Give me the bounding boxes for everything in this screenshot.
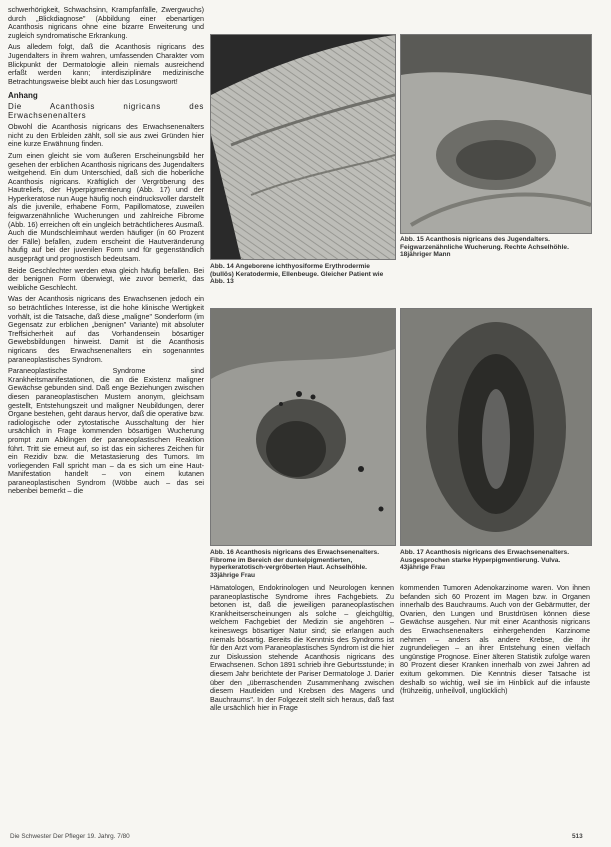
figure-17-caption: Abb. 17 Acanthosis nigricans des Erwachsenenalters. Ausgesprochen starke Hyperpigmentierung. Vulva. 43jährige Frau [400, 549, 570, 572]
paragraph: schwerhörigkeit, Schwachsinn, Krampfanfälle, Zwergwuchs) durch „Blickdiagnose" (Abbildung einer ebenartigen Acanthosis nigricans ohne eine bizarre Erweiterung und zugleich syndromatische Erkrankung. [8, 5, 204, 40]
paragraph: Aus alledem folgt, daß die Acanthosis nigricans des Jugendalters in ihrem wahren, umfassenden Charakter vom Blickpunkt der Dermatologie allein niemals ausreichend erfaßt werden kann; interdisziplinäre medizinische Betrachtungsweise bleibt auch hier das Losungswort! [8, 42, 204, 86]
middle-column [210, 584, 394, 716]
axilla-image [401, 35, 591, 233]
figure-15-caption: Abb. 15 Acanthosis nigricans des Jugendalters. Feigwarzenähnliche Wucherung. Rechte Achselhöhle. 18jähriger Mann [400, 236, 569, 259]
figure-16-caption: Abb. 16 Acanthosis nigricans des Erwachsenenalters. Fibrome im Bereich der dunkelpigmentierten, hyperkeratotisch-vergröberten Haut. Achselhöhle. 33jährige Frau [210, 549, 380, 579]
figure-15-photo [400, 34, 592, 234]
hyperpigmentation-image [401, 309, 591, 545]
figure-17-photo [400, 308, 592, 546]
axilla-fibroma-image [211, 309, 395, 545]
figure-14-caption: Abb. 14 Angeborene ichthyosiforme Erythrodermie (bullös) Keratodermie, Ellenbeuge. Gleicher Patient wie Abb. 13 [210, 263, 384, 286]
journal-footer: Die Schwester Der Pfleger 19. Jahrg. 7/80 [10, 833, 130, 840]
left-column [8, 6, 204, 499]
section-heading: Anhang [8, 91, 38, 101]
paragraph: Beide Geschlechter werden etwa gleich häufig befallen. Bei der benignen Form überwiegt, wie zuvor bemerkt, das weibliche Geschlecht. [8, 265, 204, 292]
right-column [400, 584, 590, 699]
section-subheading: Die Acanthosis nigricans des Erwachsenenalters [8, 101, 204, 120]
paragraph: kommenden Tumoren Adenokarzinome waren. Von ihnen befanden sich 60 Prozent im Magen bzw. in Organen innerhalb des Bauchraums. Auch von der Gebärmutter, der Ovarien, den Lungen und Brustdrüsen können diese Gewächse ausgehen. Nur mit einer Acanthosis nigricans des Erwachsenenalters einhergehenden Karzinome nehmen – anders als andere Krebse, die ihr zugrundeliegen – an ihrer Entstehung einen vielfach ungünstige Prognose. Einer älteren Statistik zufolge waren 80 Prozent dieser Kranken innerhalb von zwei Jahren ad exitum gekommen. Die Kenntnis dieser Tatsache ist deshalb so wichtig, weil sie im Hinblick auf die infauste (frühzeitig, unheilvoll, unglücklich) [400, 583, 590, 696]
page-number: 513 [572, 833, 583, 840]
paragraph: Zum einen gleicht sie vom äußeren Erscheinungsbild her gesehen der erblichen Acanthosis nigricans des Jugendalters weitgehend. Ein dum Unterschied, daß sich die hoberliche Acanthosis nigricans. Kräftiglich der Vergröberung des Hautreliefs, der Hyperpigmentierung (Abb. 17) und der Hyperkeratose nun Auge häufig noch eindrucksvoller darstellt als die juvenile, erhabene Form, Papillomatose, zuweilen feigwarzenähnliche Wucherungen und zahlreiche Fibrome (Abb. 16) erreichen oft ein ungleich beträchtlicheres Ausmaß. Auch die Mundschleimhaut werden häufiger (in 60 Prozent der Fälle) befallen, zudem erscheint die Hautveränderung häufig auf bei der juvenilen Form und für gegenständlich ausgeprägt und prognostisch bedeutsam. [8, 150, 204, 264]
paragraph: Obwohl die Acanthosis nigricans des Erwachsenenalters nicht zu den Erbleiden zählt, soll sie aus zwei Gründen hier eine kurze Erwähnung finden. [8, 122, 204, 149]
paragraph: Paraneoplastische Syndrome sind Krankheitsmanifestationen, die an die Existenz maligner Gewächse gebunden sind. Daß enge Beziehungen zwischen diesen paraneoplastischen Mustern anonym, gleichsam gestellt, Entstehungszeit und maligner Neubildungen, derer Organe bestehen, geht daraus hervor, daß die operative bzw. radiologische oder zytostatische Ausschaltung der hier ursächlich in Frage kommenden bösartigen Wucherung prompt zum Abklingen der paraneoplastischen Reaktion führt. Tritt sie erneut auf, so ist das ein sicheres Zeichen für ein Rezidiv bzw. die Metastasierung des Tumors. Im vorliegenden Fall spricht man – da es sich um eine Haut-Manifestation handelt – von einem kutanen paraneoplastischen Syndrom (Wöbbe auch – das sei nebenbei bemerkt – die [8, 366, 204, 496]
figure-16-photo [210, 308, 396, 546]
skin-texture-image [211, 35, 395, 259]
figure-14-photo [210, 34, 396, 260]
paragraph: Was der Acanthosis nigricans des Erwachsenen jedoch ein so beträchtliches Interesse, ist die hohe klinische Wertigkeit vorhält, ist die Tatsache, daß diese „maligne" Sonderform (im Gegensatz zur erblichen „benignen" Variante) mit absoluter Treffsicherheit auf das Vorhandensein bösartiger Gewebsbildungen hinweist. Damit ist die Acanthosis nigricans des Erwachsenenalters ein sogenanntes paraneoplastisches Syndrom. [8, 294, 204, 364]
paragraph: Hämatologen, Endokrinologen und Neurologen kennen paraneoplastische Syndrome ihres Fachgebiets. Zu betonen ist, daß die jeweiligen paraneoplastischen Krankheitserscheinungen als solche – gleichgültig, welchem Fachgebiet der Medizin sie angehören – keineswegs bösartiger Natur sind; sie erlangen auch niemals bösartig. Bereits die Kenntnis des Syndroms ist für den Arzt vom Paraneoplastisches Syndrom ist die hier zur Diskussion stehende Acanthosis nigricans des Erwachsenen. Schon 1891 schrieb ihre Geburtsstunde; in diesem Jahr berichtete der Pariser Dermatologe J. Darier über den „überraschenden Zusammenhang zwischen diesem Hautleiden und Krebsen des Magens und Bauchraums". In der Folgezeit stellt sich heraus, daß fast alle ursächlich hier in Frage [210, 583, 394, 713]
